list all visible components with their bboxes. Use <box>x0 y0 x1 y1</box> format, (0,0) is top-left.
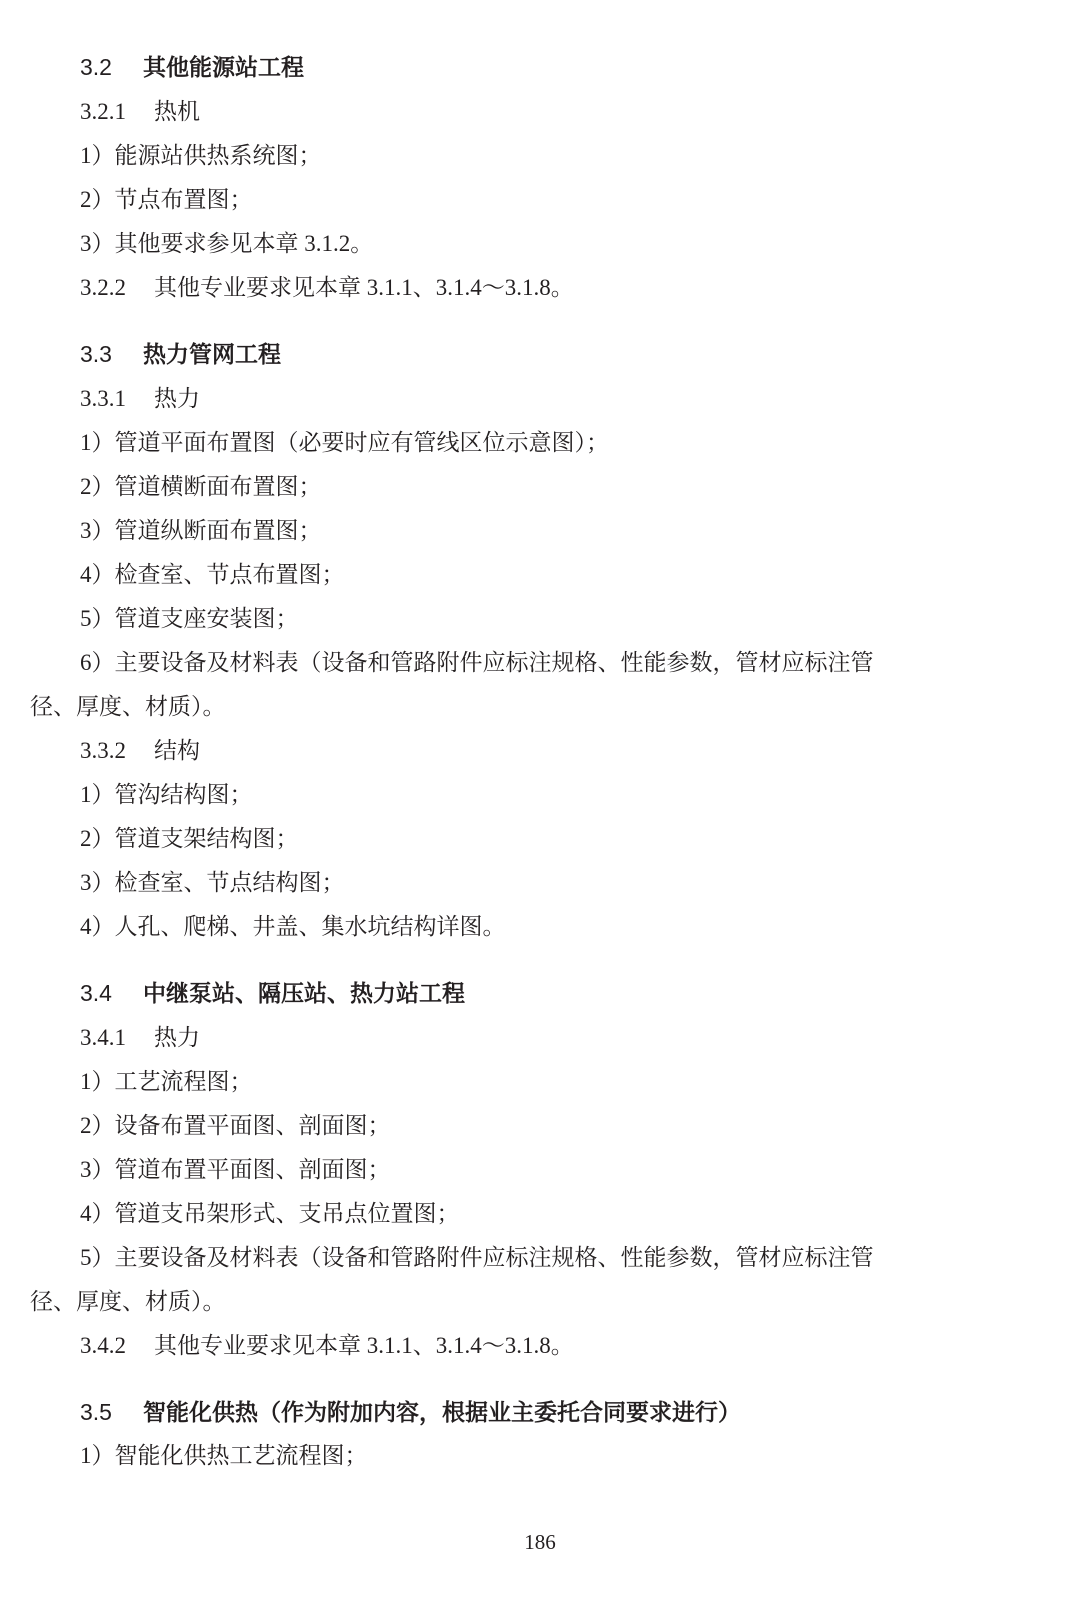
subsection-text: 其他专业要求见本章 3.1.1、3.1.4～3.1.8。 <box>154 1333 574 1358</box>
subsection-title: 热机 <box>154 99 200 124</box>
section-heading-3-2 <box>80 52 304 83</box>
subsection-title: 热力 <box>154 386 200 411</box>
section-number: 3.3 <box>80 341 112 367</box>
list-item-continuation: 径、厚度、材质）。 <box>30 1289 226 1314</box>
subsection-number: 3.2.2 <box>80 275 126 300</box>
subsection-text: 其他专业要求见本章 3.1.1、3.1.4～3.1.8。 <box>154 275 574 300</box>
subsection-number: 3.2.1 <box>80 99 126 124</box>
list-item: 5）主要设备及材料表（设备和管路附件应标注规格、性能参数，管材应标注管 <box>80 1245 874 1270</box>
section-number: 3.5 <box>80 1399 112 1425</box>
section-heading-3-3 <box>80 339 281 370</box>
list-item: 3）管道纵断面布置图； <box>80 518 322 543</box>
list-item: 1）智能化供热工艺流程图； <box>80 1443 368 1468</box>
subsection-heading-3-3-2 <box>80 736 200 766</box>
section-number: 3.2 <box>80 54 112 80</box>
subsection-heading-3-4-2 <box>80 1331 574 1361</box>
list-item: 2）管道支架结构图； <box>80 826 299 851</box>
section-title: 热力管网工程 <box>143 342 281 368</box>
list-item: 4）管道支吊架形式、支吊点位置图； <box>80 1201 460 1226</box>
list-item-continuation: 径、厚度、材质）。 <box>30 694 226 719</box>
list-item: 1）能源站供热系统图； <box>80 143 322 168</box>
subsection-number: 3.4.1 <box>80 1025 126 1050</box>
list-item: 1）管道平面布置图（必要时应有管线区位示意图）； <box>80 430 609 455</box>
subsection-number: 3.3.2 <box>80 738 126 763</box>
section-number: 3.4 <box>80 980 112 1006</box>
subsection-number: 3.3.1 <box>80 386 126 411</box>
list-item: 3）检查室、节点结构图； <box>80 870 345 895</box>
list-item: 5）管道支座安装图； <box>80 606 299 631</box>
list-item: 2）节点布置图； <box>80 187 253 212</box>
section-title: 智能化供热（作为附加内容，根据业主委托合同要求进行） <box>143 1400 741 1426</box>
subsection-heading-3-4-1 <box>80 1023 200 1053</box>
subsection-title: 热力 <box>154 1025 200 1050</box>
section-heading-3-4 <box>80 978 465 1009</box>
list-item: 4）人孔、爬梯、井盖、集水坑结构详图。 <box>80 914 506 939</box>
list-item: 2）设备布置平面图、剖面图； <box>80 1113 391 1138</box>
list-item: 3）管道布置平面图、剖面图； <box>80 1157 391 1182</box>
subsection-heading-3-2-2 <box>80 273 574 303</box>
section-heading-3-5 <box>80 1397 741 1428</box>
list-item: 2）管道横断面布置图； <box>80 474 322 499</box>
subsection-heading-3-3-1 <box>80 384 200 414</box>
list-item: 1）工艺流程图； <box>80 1069 253 1094</box>
list-item: 3）其他要求参见本章 3.1.2。 <box>80 231 374 256</box>
section-title: 中继泵站、隔压站、热力站工程 <box>143 981 465 1007</box>
page-number: 186 <box>524 1530 556 1554</box>
subsection-heading-3-2-1 <box>80 97 200 127</box>
list-item: 4）检查室、节点布置图； <box>80 562 345 587</box>
section-title: 其他能源站工程 <box>143 55 304 81</box>
subsection-title: 结构 <box>154 738 200 763</box>
subsection-number: 3.4.2 <box>80 1333 126 1358</box>
list-item: 1）管沟结构图； <box>80 782 253 807</box>
list-item: 6）主要设备及材料表（设备和管路附件应标注规格、性能参数，管材应标注管 <box>80 650 874 675</box>
